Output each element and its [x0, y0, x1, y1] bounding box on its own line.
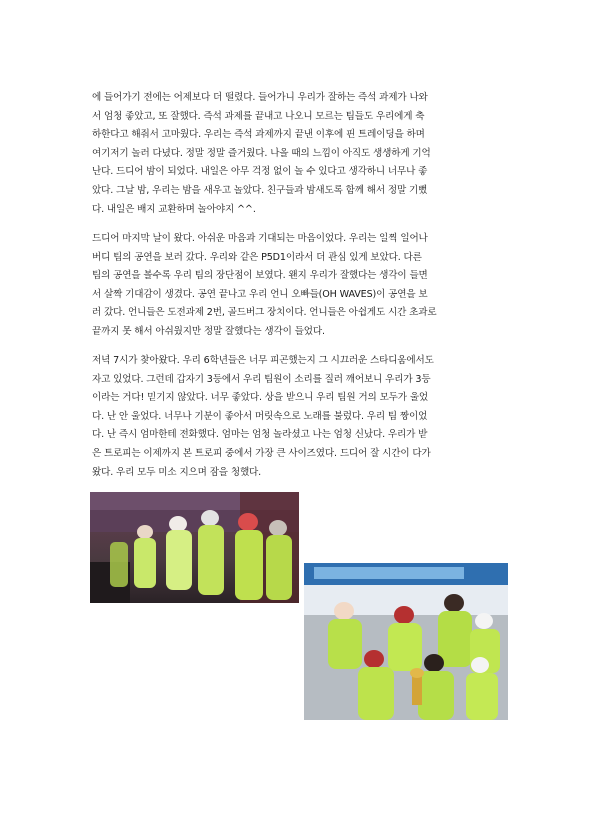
text-line: 다. 내일은 배지 교환하며 놀아야지 ^^. [92, 203, 256, 215]
text-line: 여기저기 놀러 다녔다. 정말 정말 즐거웠다. 나올 때의 느낌이 아직도 생생하게 기억 [92, 147, 431, 159]
text-line: 자고 있었다. 그런데 갑자기 3등에서 우리 팀원이 소리를 질러 깨어보니 우리가 3등 [92, 373, 431, 385]
text-line: 드디어 마지막 날이 왔다. 아쉬운 마음과 기대되는 마음이었다. 우리는 일찍 일어나 [92, 233, 428, 244]
text-line: 난다. 드디어 밤이 되었다. 내일은 아무 걱정 없이 놀 수 있다고 생각하니 너무나 좋 [92, 166, 428, 178]
text-line: 에 들어가기 전에는 어제보다 더 떨렸다. 들어가니 우리가 잘하는 즉석 과제가 나와 [92, 92, 428, 103]
text-line: 하한다고 해줘서 고마웠다. 우리는 즉석 과제까지 끝낸 이후에 핀 트레이딩을 하며 [92, 129, 425, 141]
text-line: 끝까지 못 해서 아쉬웠지만 정말 잘했다는 생각이 들었다. [92, 325, 325, 337]
diary-paragraph-2 [92, 230, 512, 342]
diary-paragraph-1 [92, 89, 512, 219]
text-line: 서 엄청 좋았고, 또 잘했다. 즉석 과제를 끝내고 나오니 모르는 팀들도 우리에게 축 [92, 110, 425, 122]
stadium-ceremony-photo [90, 492, 299, 603]
text-line: 다. 난 안 울었다. 너무나 기분이 좋아서 머릿속으로 노래를 불렀다. 우리 팀 짱이었 [92, 410, 428, 422]
text-line: 러 갔다. 언니들은 도전과제 2번, 골드버그 장치이다. 언니들은 아쉽게도 시간 초과로 [92, 307, 437, 319]
text-line: 저녁 7시가 찾아왔다. 우리 6학년들은 너무 피곤했는지 그 시끄러운 스타디움에서도 [92, 355, 434, 366]
team-trophy-group-photo [304, 563, 508, 720]
diary-paragraph-3 [92, 352, 512, 482]
text-line: 다. 난 즉시 엄마한테 전화했다. 엄마는 엄청 놀라셨고 나는 엄청 신났다. 우리가 받 [92, 429, 428, 441]
text-line: 은 트로피는 이제까지 본 트로피 중에서 가장 큰 사이즈였다. 드디어 잘 시간이 다가 [92, 447, 431, 459]
text-line: 왔다. 우리 모두 미소 지으며 잠을 청했다. [92, 466, 262, 478]
text-line: 았다. 그날 밤, 우리는 밤을 새우고 놀았다. 친구들과 밤새도록 함께 해서 정말 기뻤 [92, 184, 428, 196]
stadium-scene-illustration [90, 492, 299, 603]
text-line: 서 살짝 기대감이 생겼다. 공연 끝나고 우리 언니 오빠들(OH WAVES)이 공연을 보 [92, 288, 428, 300]
text-line: 팀의 공연을 볼수록 우리 팀의 장단점이 보였다. 왠지 우리가 잘했다는 생각이 들면 [92, 270, 428, 282]
text-line: 버디 팀의 공연을 보러 갔다. 우리와 같은 P5D1이라서 더 관심 있게 보았다. 다른 [92, 251, 422, 263]
group-scene-illustration [304, 563, 508, 720]
text-line: 이라는 거다! 믿기지 않았다. 너무 좋았다. 상을 받으니 우리 팀원 거의 모두가 울었 [92, 392, 429, 404]
